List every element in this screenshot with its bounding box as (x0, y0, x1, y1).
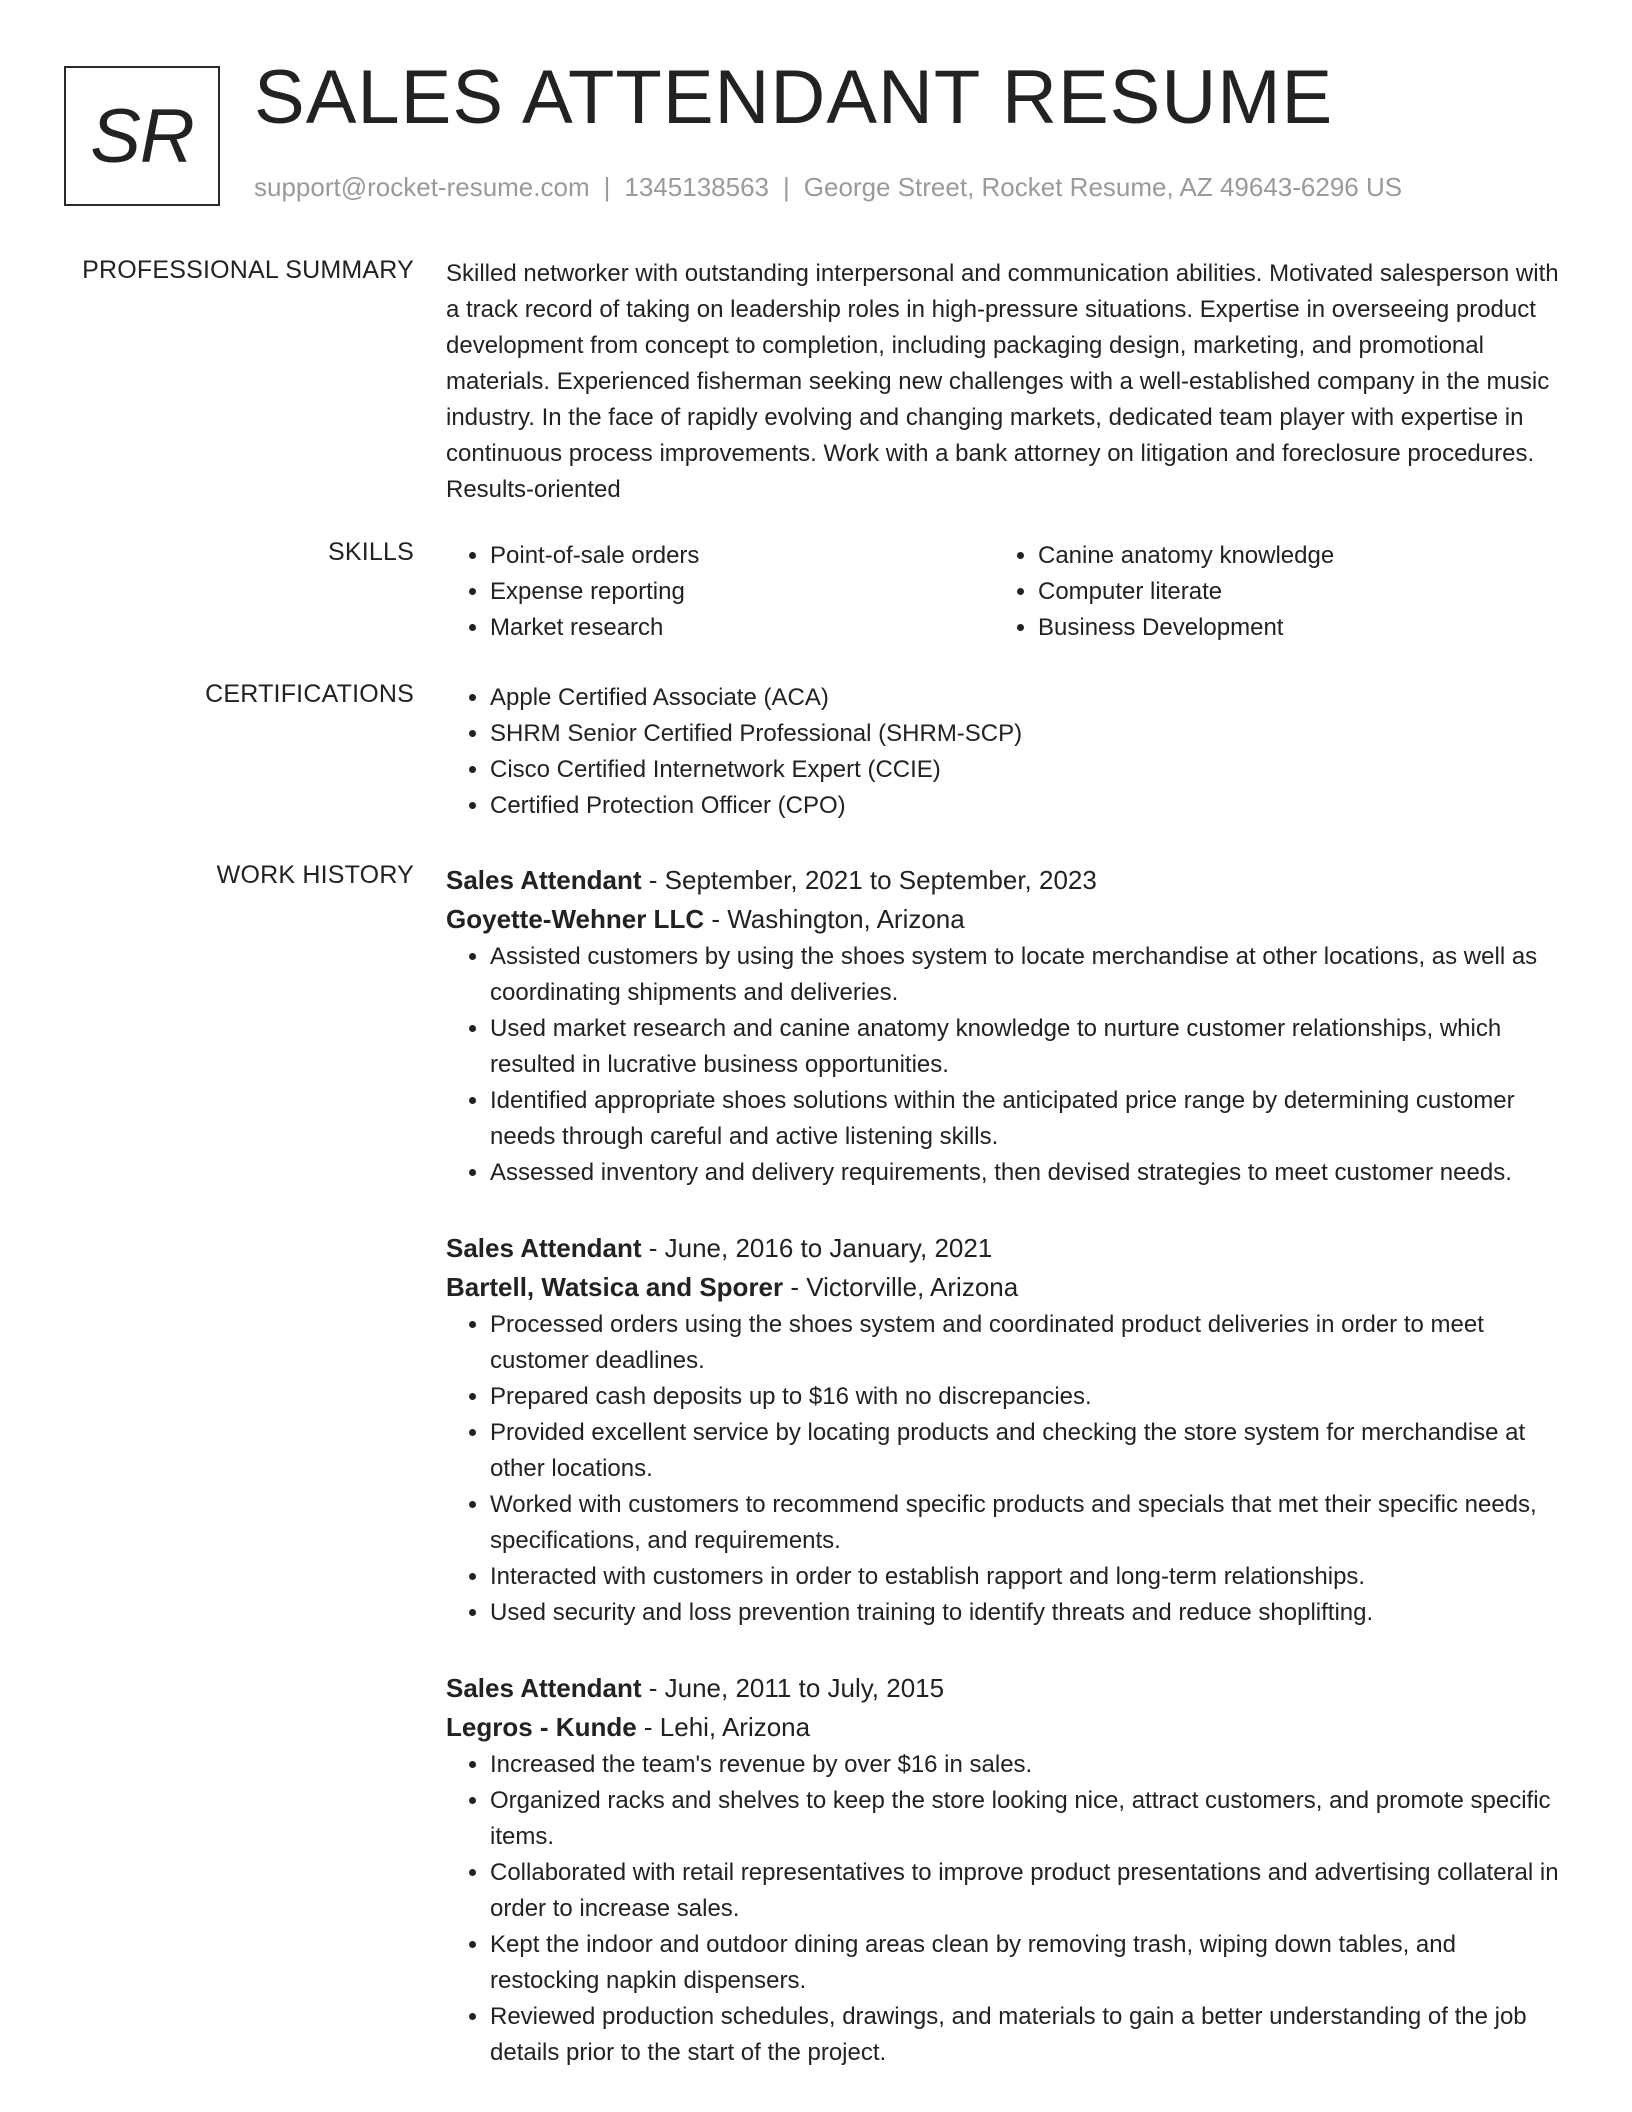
list-item: • Reviewed production schedules, drawings, and materials to gain a better understanding of the job details prior to the start of the project. (490, 1999, 1566, 2071)
contact-separator: | (603, 172, 611, 202)
list-item: • Increased the team's revenue by over $16 in sales. (490, 1747, 1566, 1783)
job-dates: - September, 2021 to September, 2023 (641, 865, 1097, 895)
job-title-line (446, 1669, 1566, 1708)
job-role: Sales Attendant (446, 1233, 642, 1263)
list-item: • Provided excellent service by locating products and checking the store system for merchandise at other locations. (490, 1415, 1566, 1487)
job-duties (446, 939, 1566, 1191)
job-title-line (446, 861, 1566, 900)
job-location: - Victorville, Arizona (783, 1272, 1019, 1302)
list-item: • Assisted customers by using the shoes system to locate merchandise at other locations, as well as coordinating shipments and deliveries. (490, 939, 1566, 1011)
contact-separator: | (783, 172, 790, 202)
list-item: • Expense reporting (490, 574, 994, 610)
list-item: • Used market research and canine anatomy knowledge to nurture customer relationships, which resulted in lucrative business opportunities. (490, 1011, 1566, 1083)
skills-list (446, 538, 1566, 646)
summary-heading: PROFESSIONAL SUMMARY (82, 256, 414, 284)
contact-address: George Street, Rocket Resume, AZ 49643-6296 US (803, 172, 1403, 202)
list-item: • Worked with customers to recommend specific products and specials that met their specific needs, specifications, and requirements. (490, 1487, 1566, 1559)
work-history-body (446, 861, 1566, 2109)
work-history-heading: WORK HISTORY (216, 861, 414, 889)
list-item: • Assessed inventory and delivery requirements, then devised strategies to meet customer needs. (490, 1155, 1566, 1191)
job-company: Legros - Kunde (446, 1712, 637, 1742)
list-item: • Organized racks and shelves to keep the store looking nice, attract customers, and promote specific items. (490, 1783, 1566, 1855)
contact-email: support@rocket-resume.com (254, 172, 590, 202)
list-item: • Canine anatomy knowledge (1038, 538, 1542, 574)
job-location: - Lehi, Arizona (636, 1712, 811, 1742)
contact-phone: 1345138563 (624, 172, 769, 202)
list-item: • Collaborated with retail representatives to improve product presentations and advertising collateral in order to increase sales. (490, 1855, 1566, 1927)
list-item: • Computer literate (1038, 574, 1542, 610)
summary-text: Skilled networker with outstanding interpersonal and communication abilities. Motivated salesperson with a track record of taking on leadership roles in high-pressure situations. Expertise in overseeing product development from concept to completion, including packaging design, marketing, and promotional materials. Experienced fisherman seeking new challenges with a well-established company in the music industry. In the face of rapidly evolving and changing markets, dedicated team player with expertise in continuous process improvements. Work with a bank attorney on litigation and foreclosure procedures. Results-oriented (446, 260, 1559, 503)
list-item: • Prepared cash deposits up to $16 with no discrepancies. (490, 1379, 1566, 1415)
job-title-line (446, 1229, 1566, 1268)
list-item: • Processed orders using the shoes system and coordinated product deliveries in order to meet customer deadlines. (490, 1307, 1566, 1379)
list-item: • Point-of-sale orders (490, 538, 994, 574)
certifications-body (446, 680, 1566, 824)
job-entry (446, 1229, 1566, 1631)
job-dates: - June, 2016 to January, 2021 (641, 1233, 993, 1263)
list-item: • Market research (490, 610, 994, 646)
contact-line (254, 172, 1402, 203)
summary-body (446, 256, 1566, 508)
job-duties (446, 1747, 1566, 2071)
list-item: • Certified Protection Officer (CPO) (490, 788, 1566, 824)
job-role: Sales Attendant (446, 865, 642, 895)
list-item: • Business Development (1038, 610, 1542, 646)
list-item: • SHRM Senior Certified Professional (SHRM-SCP) (490, 716, 1566, 752)
list-item: • Apple Certified Associate (ACA) (490, 680, 1566, 716)
skills-heading: SKILLS (328, 538, 414, 566)
monogram-logo: SR (64, 66, 220, 206)
job-dates: - June, 2011 to July, 2015 (641, 1673, 945, 1703)
job-role: Sales Attendant (446, 1673, 642, 1703)
job-company-line (446, 1268, 1566, 1307)
list-item: • Interacted with customers in order to establish rapport and long-term relationships. (490, 1559, 1566, 1595)
list-item: • Kept the indoor and outdoor dining areas clean by removing trash, wiping down tables, and restocking napkin dispensers. (490, 1927, 1566, 1999)
job-company-line (446, 900, 1566, 939)
job-company: Goyette-Wehner LLC (446, 904, 705, 934)
certifications-list (446, 680, 1566, 824)
job-entry (446, 861, 1566, 1191)
skills-column-1 (446, 538, 994, 646)
list-item: • Used security and loss prevention training to identify threats and reduce shoplifting. (490, 1595, 1566, 1631)
list-item: • Cisco Certified Internetwork Expert (CCIE) (490, 752, 1566, 788)
job-company: Bartell, Watsica and Sporer (446, 1272, 784, 1302)
certifications-heading: CERTIFICATIONS (205, 680, 414, 708)
job-location: - Washington, Arizona (704, 904, 965, 934)
page-title: SALES ATTENDANT RESUME (254, 55, 1334, 140)
skills-column-2 (994, 538, 1542, 646)
job-duties (446, 1307, 1566, 1631)
list-item: • Identified appropriate shoes solutions within the anticipated price range by determining customer needs through careful and active listening skills. (490, 1083, 1566, 1155)
job-company-line (446, 1708, 1566, 1747)
job-entry (446, 1669, 1566, 2071)
